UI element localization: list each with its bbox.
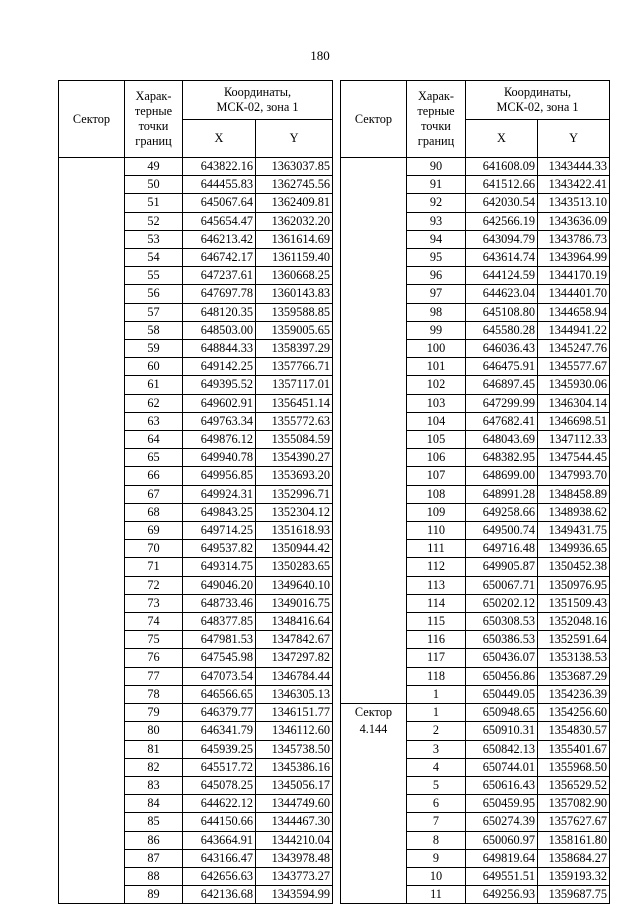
point-number: 96 (407, 267, 466, 285)
coord-x: 650449.05 (466, 685, 538, 703)
point-number: 51 (125, 194, 183, 212)
coord-y: 1343786.73 (538, 230, 610, 248)
point-number: 73 (125, 594, 183, 612)
point-number: 7 (407, 813, 466, 831)
coord-x: 646897.45 (466, 376, 538, 394)
header-y: Y (538, 120, 610, 158)
coord-y: 1346112.60 (256, 722, 333, 740)
coord-x: 643664.91 (183, 831, 256, 849)
point-number: 104 (407, 412, 466, 430)
coord-x: 647697.78 (183, 285, 256, 303)
point-number: 65 (125, 449, 183, 467)
header-char-line: точки (421, 119, 451, 133)
coord-x: 650842.13 (466, 740, 538, 758)
coord-x: 642136.68 (183, 886, 256, 904)
coord-x: 645067.64 (183, 194, 256, 212)
coord-y: 1353687.29 (538, 667, 610, 685)
coord-y: 1344170.19 (538, 267, 610, 285)
point-number: 5 (407, 776, 466, 794)
coord-y: 1357627.67 (538, 813, 610, 831)
coord-y: 1357766.71 (256, 358, 333, 376)
coord-x: 650274.39 (466, 813, 538, 831)
coord-y: 1345930.06 (538, 376, 610, 394)
coord-y: 1348416.64 (256, 613, 333, 631)
point-number: 113 (407, 576, 466, 594)
header-char-line: границ (417, 134, 455, 148)
coord-y: 1362032.20 (256, 212, 333, 230)
coord-y: 1359687.75 (538, 886, 610, 904)
coord-y: 1357117.01 (256, 376, 333, 394)
point-number: 76 (125, 649, 183, 667)
coord-x: 649314.75 (183, 558, 256, 576)
coord-y: 1344749.60 (256, 795, 333, 813)
coord-x: 647682.41 (466, 412, 538, 430)
point-number: 93 (407, 212, 466, 230)
point-number: 102 (407, 376, 466, 394)
coord-x: 650459.95 (466, 795, 538, 813)
coord-y: 1350944.42 (256, 540, 333, 558)
coord-y: 1343773.27 (256, 867, 333, 885)
coord-x: 649258.66 (466, 503, 538, 521)
point-number: 98 (407, 303, 466, 321)
coord-x: 648382.95 (466, 449, 538, 467)
page-number: 180 (310, 48, 330, 63)
point-number: 56 (125, 285, 183, 303)
coord-y: 1352304.12 (256, 503, 333, 521)
point-number: 110 (407, 522, 466, 540)
coord-x: 650436.07 (466, 649, 538, 667)
coord-y: 1349016.75 (256, 594, 333, 612)
point-number: 63 (125, 412, 183, 430)
coord-y: 1343422.41 (538, 176, 610, 194)
coord-x: 649602.91 (183, 394, 256, 412)
header-coordinates (466, 81, 610, 120)
coord-y: 1344941.22 (538, 321, 610, 339)
coord-x: 642566.19 (466, 212, 538, 230)
coord-y: 1347544.45 (538, 449, 610, 467)
coord-y: 1346305.13 (256, 685, 333, 703)
coord-y: 1350452.38 (538, 558, 610, 576)
coord-y: 1348458.89 (538, 485, 610, 503)
coord-x: 650060.97 (466, 831, 538, 849)
point-number: 60 (125, 358, 183, 376)
header-coord-line: Координаты, (503, 85, 572, 99)
point-number: 103 (407, 394, 466, 412)
coord-y: 1343636.09 (538, 212, 610, 230)
point-number: 86 (125, 831, 183, 849)
coord-x: 646213.42 (183, 230, 256, 248)
coord-x: 641512.66 (466, 176, 538, 194)
coord-y: 1360668.25 (256, 267, 333, 285)
coord-x: 649500.74 (466, 522, 538, 540)
table-row (341, 158, 610, 176)
coord-y: 1353693.20 (256, 467, 333, 485)
header-coord-line: МСК-02, зона 1 (216, 100, 299, 114)
point-number: 8 (407, 831, 466, 849)
coord-x: 648699.00 (466, 467, 538, 485)
sector-cell (59, 158, 125, 904)
point-number: 101 (407, 358, 466, 376)
point-number: 72 (125, 576, 183, 594)
coord-y: 1360143.83 (256, 285, 333, 303)
coord-y: 1351509.43 (538, 594, 610, 612)
point-number: 85 (125, 813, 183, 831)
header-char-line: Харак- (135, 89, 172, 103)
point-number: 91 (407, 176, 466, 194)
coord-y: 1362745.56 (256, 176, 333, 194)
coord-x: 644150.66 (183, 813, 256, 831)
coord-y: 1347993.70 (538, 467, 610, 485)
sector-cell (341, 158, 407, 704)
coord-x: 649395.52 (183, 376, 256, 394)
coord-y: 1352591.64 (538, 631, 610, 649)
point-number: 1 (407, 704, 466, 722)
point-number: 6 (407, 795, 466, 813)
coord-x: 643822.16 (183, 158, 256, 176)
coord-x: 646036.43 (466, 340, 538, 358)
coord-y: 1351618.93 (256, 522, 333, 540)
coord-y: 1345247.76 (538, 340, 610, 358)
coord-x: 649763.34 (183, 412, 256, 430)
coord-x: 649142.25 (183, 358, 256, 376)
point-number: 52 (125, 212, 183, 230)
coord-x: 645108.80 (466, 303, 538, 321)
coord-x: 645078.25 (183, 776, 256, 794)
coord-y: 1358684.27 (538, 849, 610, 867)
point-number: 74 (125, 613, 183, 631)
coord-y: 1354236.39 (538, 685, 610, 703)
point-number: 55 (125, 267, 183, 285)
coord-x: 645580.28 (466, 321, 538, 339)
coord-x: 649876.12 (183, 431, 256, 449)
coord-y: 1348938.62 (538, 503, 610, 521)
coord-x: 650202.12 (466, 594, 538, 612)
coord-y: 1355968.50 (538, 758, 610, 776)
coord-y: 1343978.48 (256, 849, 333, 867)
point-number: 1 (407, 685, 466, 703)
coord-x: 649537.82 (183, 540, 256, 558)
sector-cell (341, 704, 407, 904)
coord-x: 650067.71 (466, 576, 538, 594)
point-number: 87 (125, 849, 183, 867)
coord-x: 646379.77 (183, 704, 256, 722)
coord-y: 1359193.32 (538, 867, 610, 885)
coord-y: 1346304.14 (538, 394, 610, 412)
coord-y: 1353138.53 (538, 649, 610, 667)
coord-x: 649256.93 (466, 886, 538, 904)
point-number: 59 (125, 340, 183, 358)
coord-x: 649714.25 (183, 522, 256, 540)
point-number: 62 (125, 394, 183, 412)
coord-y: 1347112.33 (538, 431, 610, 449)
coord-y: 1352048.16 (538, 613, 610, 631)
coord-y: 1355401.67 (538, 740, 610, 758)
coord-y: 1346151.77 (256, 704, 333, 722)
point-number: 64 (125, 431, 183, 449)
point-number: 9 (407, 849, 466, 867)
coord-x: 648043.69 (466, 431, 538, 449)
coord-x: 647073.54 (183, 667, 256, 685)
point-number: 77 (125, 667, 183, 685)
point-number: 80 (125, 722, 183, 740)
coord-x: 641608.09 (466, 158, 538, 176)
coord-x: 649819.64 (466, 849, 538, 867)
coord-x: 649956.85 (183, 467, 256, 485)
coord-y: 1355772.63 (256, 412, 333, 430)
header-coord-line: МСК-02, зона 1 (496, 100, 579, 114)
header-char-line: терные (134, 104, 173, 118)
coord-y: 1346784.44 (256, 667, 333, 685)
point-number: 61 (125, 376, 183, 394)
coord-y: 1344467.30 (256, 813, 333, 831)
coord-y: 1345386.16 (256, 758, 333, 776)
coord-x: 649716.48 (466, 540, 538, 558)
point-number: 118 (407, 667, 466, 685)
header-coordinates (183, 81, 333, 120)
point-number: 68 (125, 503, 183, 521)
header-x: X (466, 120, 538, 158)
coord-y: 1349640.10 (256, 576, 333, 594)
coord-y: 1354830.57 (538, 722, 610, 740)
header-char-line: Харак- (417, 89, 454, 103)
coord-y: 1354390.27 (256, 449, 333, 467)
coord-x: 642656.63 (183, 867, 256, 885)
coord-x: 646341.79 (183, 722, 256, 740)
point-number: 100 (407, 340, 466, 358)
coord-y: 1354256.60 (538, 704, 610, 722)
coord-x: 645654.47 (183, 212, 256, 230)
coord-x: 648991.28 (466, 485, 538, 503)
point-number: 116 (407, 631, 466, 649)
coord-x: 643094.79 (466, 230, 538, 248)
coord-y: 1358161.80 (538, 831, 610, 849)
coord-y: 1343594.99 (256, 886, 333, 904)
header-char-line: точки (138, 119, 169, 133)
coord-y: 1345577.67 (538, 358, 610, 376)
point-number: 50 (125, 176, 183, 194)
coord-y: 1355084.59 (256, 431, 333, 449)
point-number: 54 (125, 249, 183, 267)
coord-x: 646475.91 (466, 358, 538, 376)
coord-x: 644124.59 (466, 267, 538, 285)
coord-x: 648503.00 (183, 321, 256, 339)
point-number: 112 (407, 558, 466, 576)
coord-x: 650308.53 (466, 613, 538, 631)
coord-y: 1346698.51 (538, 412, 610, 430)
coord-x: 644622.12 (183, 795, 256, 813)
point-number: 82 (125, 758, 183, 776)
coord-y: 1343513.10 (538, 194, 610, 212)
coord-x: 650744.01 (466, 758, 538, 776)
coord-x: 645939.25 (183, 740, 256, 758)
header-characteristic-points (125, 81, 183, 158)
coord-x: 648844.33 (183, 340, 256, 358)
coord-y: 1363037.85 (256, 158, 333, 176)
coord-x: 643614.74 (466, 249, 538, 267)
header-y: Y (256, 120, 333, 158)
coord-y: 1347297.82 (256, 649, 333, 667)
sector-label: 4.144 (359, 722, 388, 737)
coord-x: 650948.65 (466, 704, 538, 722)
point-number: 75 (125, 631, 183, 649)
point-number: 97 (407, 285, 466, 303)
coord-y: 1362409.81 (256, 194, 333, 212)
sector-label: Сектор (354, 705, 393, 720)
point-number: 4 (407, 758, 466, 776)
point-number: 58 (125, 321, 183, 339)
coord-x: 650616.43 (466, 776, 538, 794)
coord-x: 647237.61 (183, 267, 256, 285)
point-number: 115 (407, 613, 466, 631)
coord-y: 1350976.95 (538, 576, 610, 594)
point-number: 92 (407, 194, 466, 212)
coord-x: 647545.98 (183, 649, 256, 667)
point-number: 90 (407, 158, 466, 176)
point-number: 53 (125, 230, 183, 248)
point-number: 70 (125, 540, 183, 558)
coord-x: 642030.54 (466, 194, 538, 212)
table-row (59, 158, 333, 176)
coord-x: 648733.46 (183, 594, 256, 612)
coord-y: 1359005.65 (256, 321, 333, 339)
coord-x: 648120.35 (183, 303, 256, 321)
coord-x: 646742.17 (183, 249, 256, 267)
coord-y: 1352996.71 (256, 485, 333, 503)
coord-y: 1350283.65 (256, 558, 333, 576)
point-number: 79 (125, 704, 183, 722)
coord-y: 1357082.90 (538, 795, 610, 813)
coord-y: 1349936.65 (538, 540, 610, 558)
header-char-line: терные (417, 104, 455, 118)
point-number: 107 (407, 467, 466, 485)
point-number: 106 (407, 449, 466, 467)
coord-x: 649940.78 (183, 449, 256, 467)
point-number: 57 (125, 303, 183, 321)
point-number: 2 (407, 722, 466, 740)
coordinates-table-left (58, 80, 333, 904)
header-x: X (183, 120, 256, 158)
coord-y: 1361159.40 (256, 249, 333, 267)
header-coord-line: Координаты, (223, 85, 292, 99)
point-number: 49 (125, 158, 183, 176)
coord-x: 649924.31 (183, 485, 256, 503)
coord-x: 650910.31 (466, 722, 538, 740)
point-number: 114 (407, 594, 466, 612)
point-number: 105 (407, 431, 466, 449)
coord-y: 1343444.33 (538, 158, 610, 176)
header-sector: Сектор (59, 81, 125, 158)
coord-y: 1344401.70 (538, 285, 610, 303)
coord-x: 647299.99 (466, 394, 538, 412)
point-number: 3 (407, 740, 466, 758)
coord-x: 647981.53 (183, 631, 256, 649)
point-number: 99 (407, 321, 466, 339)
coord-y: 1349431.75 (538, 522, 610, 540)
point-number: 11 (407, 886, 466, 904)
point-number: 95 (407, 249, 466, 267)
point-number: 94 (407, 230, 466, 248)
coord-x: 650386.53 (466, 631, 538, 649)
coord-y: 1347842.67 (256, 631, 333, 649)
coord-y: 1345738.50 (256, 740, 333, 758)
point-number: 89 (125, 886, 183, 904)
coord-y: 1344658.94 (538, 303, 610, 321)
coord-x: 649046.20 (183, 576, 256, 594)
point-number: 108 (407, 485, 466, 503)
coord-y: 1343964.99 (538, 249, 610, 267)
table-row (341, 704, 610, 722)
coord-x: 644455.83 (183, 176, 256, 194)
coord-y: 1358397.29 (256, 340, 333, 358)
point-number: 109 (407, 503, 466, 521)
coordinates-table-right (340, 80, 610, 904)
point-number: 111 (407, 540, 466, 558)
point-number: 78 (125, 685, 183, 703)
point-number: 66 (125, 467, 183, 485)
coord-y: 1345056.17 (256, 776, 333, 794)
header-characteristic-points (407, 81, 466, 158)
coord-x: 649843.25 (183, 503, 256, 521)
coord-x: 648377.85 (183, 613, 256, 631)
coord-y: 1344210.04 (256, 831, 333, 849)
point-number: 81 (125, 740, 183, 758)
point-number: 88 (125, 867, 183, 885)
coord-y: 1356529.52 (538, 776, 610, 794)
coord-x: 650456.86 (466, 667, 538, 685)
coord-y: 1359588.85 (256, 303, 333, 321)
coord-y: 1356451.14 (256, 394, 333, 412)
header-sector: Сектор (341, 81, 407, 158)
coord-x: 643166.47 (183, 849, 256, 867)
coord-y: 1361614.69 (256, 230, 333, 248)
coord-x: 649905.87 (466, 558, 538, 576)
coord-x: 644623.04 (466, 285, 538, 303)
point-number: 117 (407, 649, 466, 667)
point-number: 69 (125, 522, 183, 540)
point-number: 10 (407, 867, 466, 885)
point-number: 67 (125, 485, 183, 503)
coord-x: 646566.65 (183, 685, 256, 703)
coord-x: 645517.72 (183, 758, 256, 776)
coord-x: 649551.51 (466, 867, 538, 885)
point-number: 83 (125, 776, 183, 794)
header-char-line: границ (135, 134, 172, 148)
point-number: 71 (125, 558, 183, 576)
point-number: 84 (125, 795, 183, 813)
